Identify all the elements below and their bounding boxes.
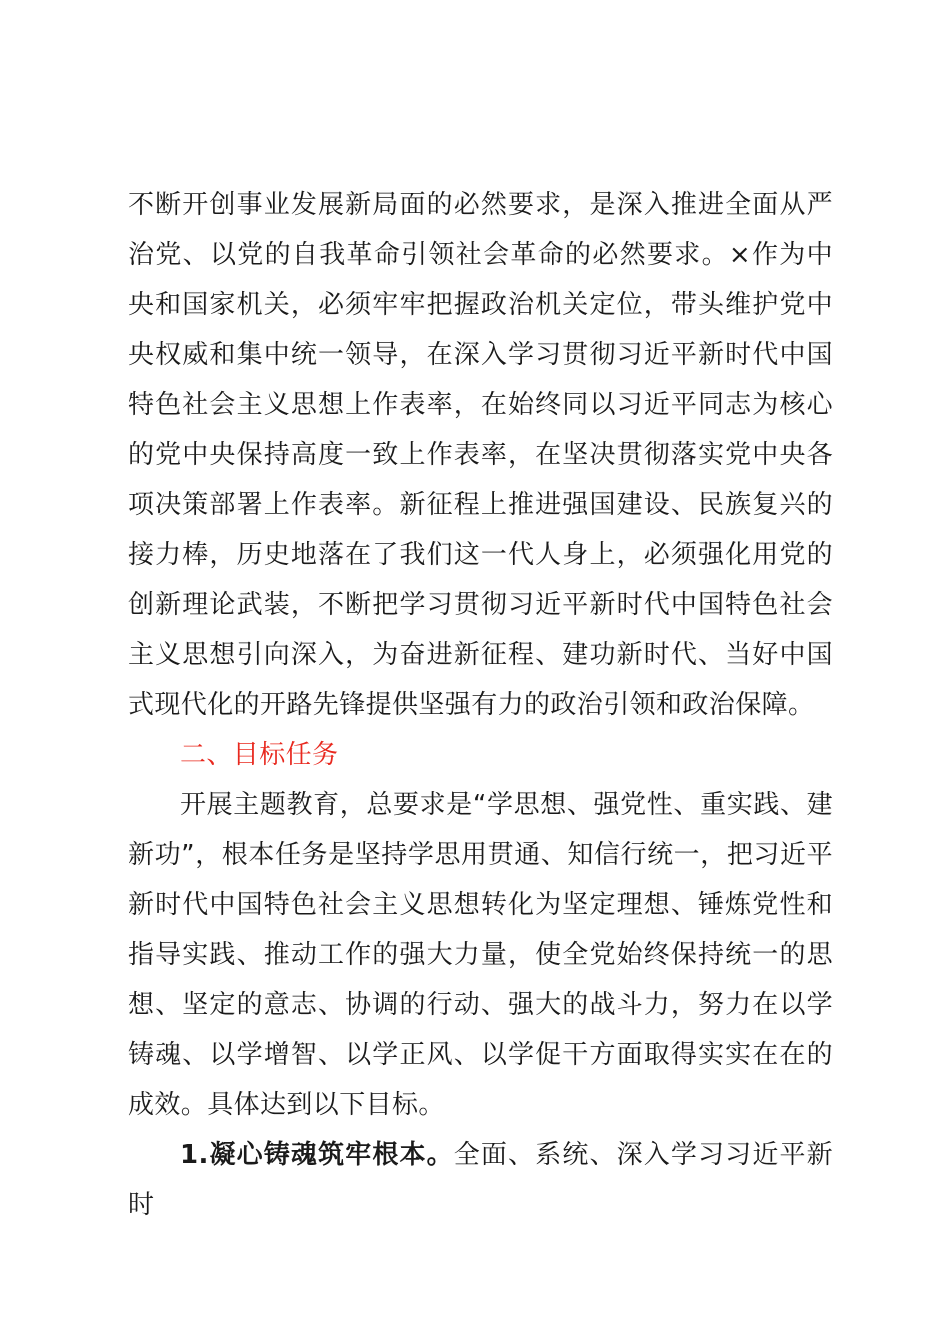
goal-item-1-text: 全面、系统、深入学习习近平新时 bbox=[128, 1140, 833, 1220]
body-paragraph-goals: 开展主题教育，总要求是“学思想、强党性、重实践、建新功”，根本任务是坚持学思用贯通、知信行统一，把习近平新时代中国特色社会主义思想转化为坚定理想、锤炼党性和指导实践、推动工作的强大力量，使全党始终保持统一的思想、坚定的意志、协调的行动、强大的战斗力，努力在以学铸魂、以学增智、以学正风、以学促干方面取得实实在在的成效。具体达到以下目标。 bbox=[128, 790, 833, 1120]
goal-item-1 bbox=[128, 1130, 833, 1230]
section-heading-goals: 二、目标任务 bbox=[180, 740, 339, 770]
goal-item-1-title: 1.凝心铸魂筑牢根本。 bbox=[180, 1140, 454, 1170]
body-paragraph-continued: 不断开创事业发展新局面的必然要求，是深入推进全面从严治党、以党的自我革命引领社会革命的必然要求。×作为中央和国家机关，必须牢牢把握政治机关定位，带头维护党中央权威和集中统一领导，在深入学习贯彻习近平新时代中国特色社会主义思想上作表率，在始终同以习近平同志为核心的党中央保持高度一致上作表率，在坚决贯彻落实党中央各项决策部署上作表率。新征程上推进强国建设、民族复兴的接力棒，历史地落在了我们这一代人身上，必须强化用党的创新理论武装，不断把学习贯彻习近平新时代中国特色社会主义思想引向深入，为奋进新征程、建功新时代、当好中国式现代化的开路先锋提供坚强有力的政治引领和政治保障。 bbox=[128, 190, 833, 720]
document-body bbox=[128, 180, 833, 1230]
